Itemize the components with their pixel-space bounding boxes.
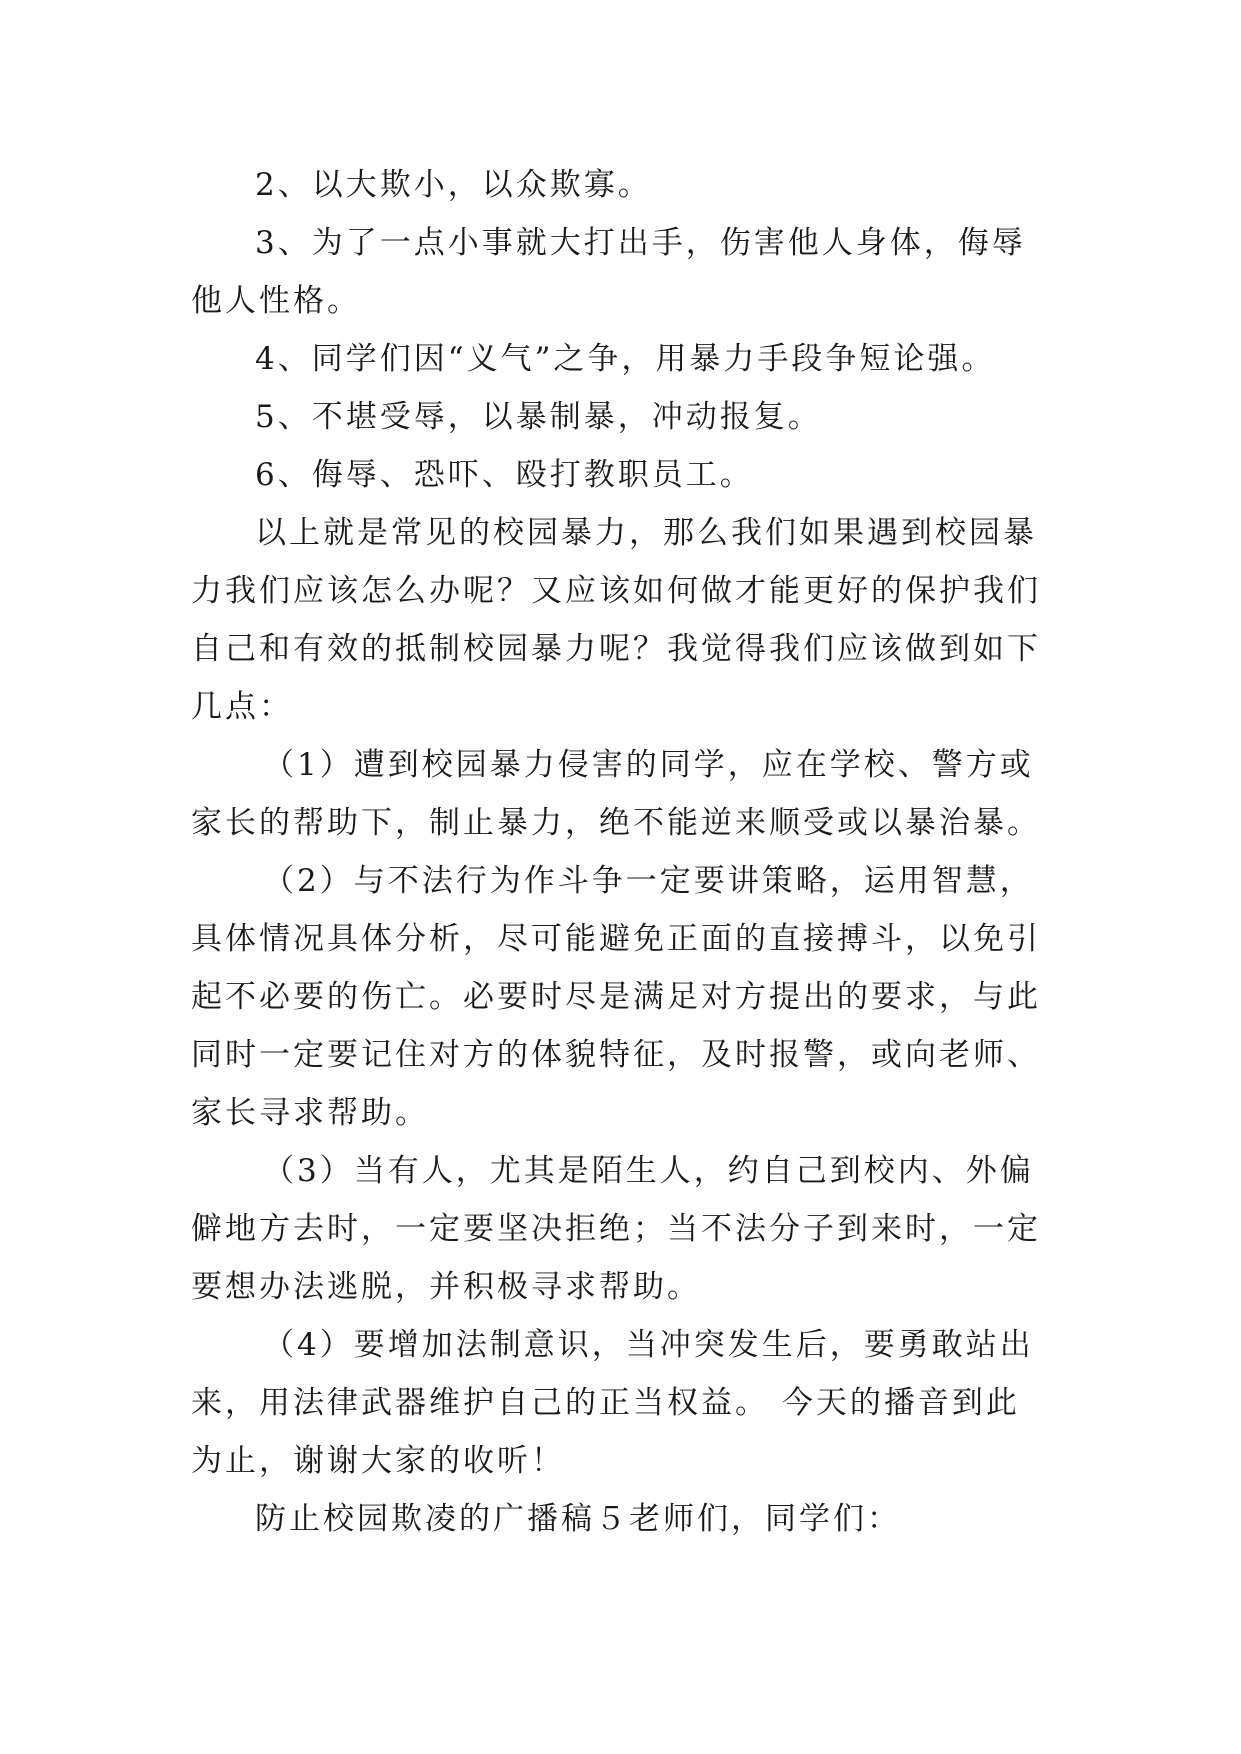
- paragraph-item-4: 4、同学们因“义气”之争，用暴力手段争短论强。: [255, 341, 996, 377]
- paragraph-advice-1: （1）遭到校园暴力侵害的同学，应在学校、警方或家长的帮助下，制止暴力，绝不能逆来顺受或以暴治暴。: [191, 747, 1041, 841]
- paragraph-item-5: 5、不堪受辱，以暴制暴，冲动报复。: [255, 399, 822, 435]
- paragraph-next-title: 防止校园欺凌的广播稿５老师们，同学们：: [255, 1501, 901, 1537]
- document-body: [191, 156, 1051, 1548]
- paragraph-summary: 以上就是常见的校园暴力，那么我们如果遇到校园暴力我们应该怎么办呢？又应该如何做才能更好的保护我们自己和有效的抵制校园暴力呢？我觉得我们应该做到如下几点：: [191, 515, 1041, 725]
- paragraph-item-6: 6、侮辱、恐吓、殴打教职员工。: [255, 457, 754, 493]
- paragraph-advice-2: （2）与不法行为作斗争一定要讲策略，运用智慧，具体情况具体分析，尽可能避免正面的直接搏斗，以免引起不必要的伤亡。必要时尽是满足对方提出的要求，与此同时一定要记住对方的体貌特征，及时报警，或向老师、家长寻求帮助。: [191, 863, 1041, 1131]
- paragraph-item-2: 2、以大欺小，以众欺寡。: [255, 167, 652, 203]
- paragraph-advice-4: （4）要增加法制意识，当冲突发生后，要勇敢站出来，用法律武器维护自己的正当权益。 今天的播音到此为止，谢谢大家的收听！: [191, 1327, 1034, 1479]
- paragraph-item-3: 3、为了一点小事就大打出手，伤害他人身体，侮辱他人性格。: [191, 225, 1026, 319]
- paragraph-advice-3: （3）当有人，尤其是陌生人，约自己到校内、外偏僻地方去时，一定要坚决拒绝；当不法分子到来时，一定要想办法逃脱，并积极寻求帮助。: [191, 1153, 1041, 1305]
